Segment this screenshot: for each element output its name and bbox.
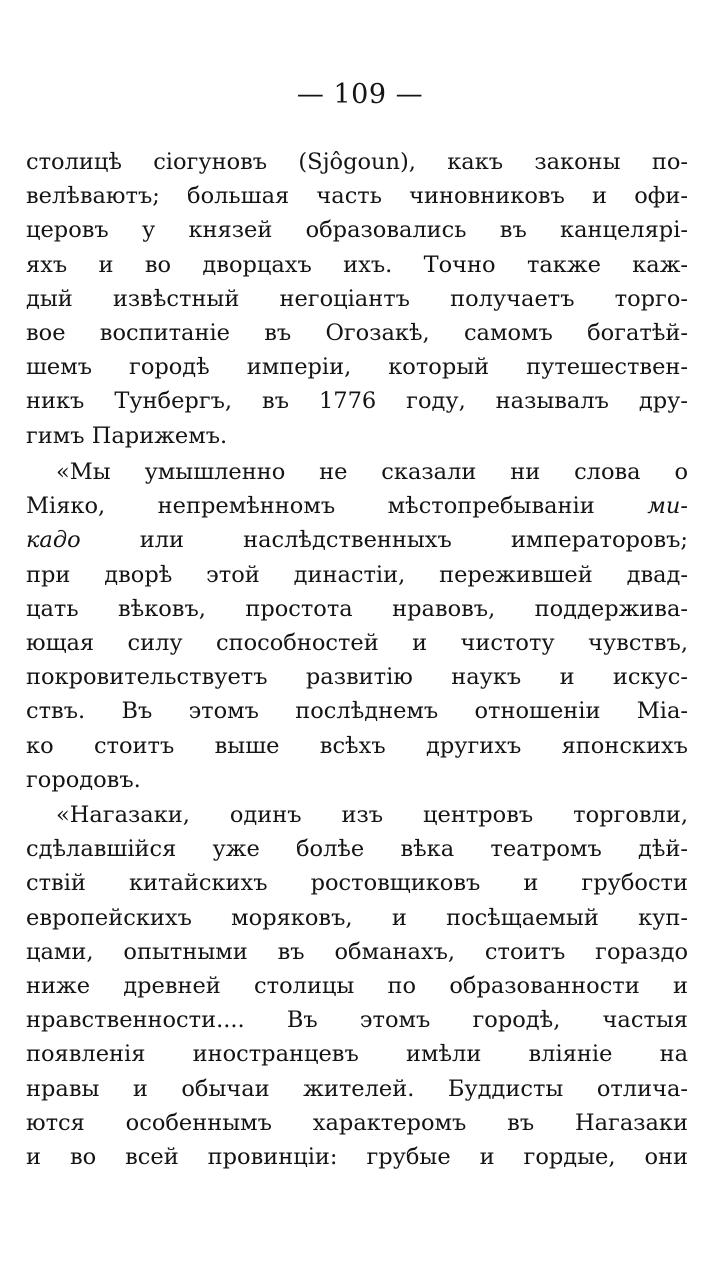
- paragraph-1: [26, 145, 688, 453]
- line-text: или наслѣдственныхъ императоровъ;: [139, 527, 688, 554]
- italic-word: кадо: [26, 527, 81, 554]
- page-number: — 109 —: [296, 79, 424, 110]
- paragraph-line: дый извѣстный негоціантъ получаетъ торго-: [26, 285, 688, 312]
- paragraph-line: цать вѣковъ, простота нравовъ, поддержива-: [26, 595, 688, 622]
- paragraph-line: «Нагазаки, одинъ изъ центровъ торговли,: [56, 802, 688, 828]
- line-text: Міяко, непремѣнномъ мѣстопребываніи: [26, 493, 595, 520]
- paragraph-line: европейскихъ моряковъ, и посѣщаемый куп-: [26, 904, 688, 931]
- paragraph-2: [26, 455, 688, 797]
- paragraph-3: [26, 798, 688, 1174]
- paragraph-line: [26, 523, 688, 557]
- paragraph-line: ко стоитъ выше всѣхъ другихъ японскихъ: [26, 732, 688, 759]
- paragraph-line: покровительствуетъ развитію наукъ и искус-: [26, 664, 688, 691]
- paragraph-line: ются особеннымъ характеромъ въ Нагазаки: [26, 1109, 688, 1136]
- paragraph-line: при дворѣ этой династіи, пережившей двад-: [26, 561, 688, 588]
- paragraph-line: и во всей провинціи: грубые и гордые, они: [26, 1143, 688, 1170]
- paragraph-line: «Мы умышленно не сказали ни слова о: [56, 459, 688, 485]
- paragraph-line: городовъ.: [26, 766, 141, 793]
- paragraph-line: никъ Тунбергъ, въ 1776 году, называлъ дру-: [26, 388, 688, 415]
- paragraph-line: гимъ Парижемъ.: [26, 422, 228, 449]
- paragraph-line: сдѣлавшійся уже болѣе вѣка театромъ дѣй-: [26, 836, 688, 863]
- paragraph-line: цами, опытными въ обманахъ, стоитъ гораздо: [26, 938, 688, 965]
- paragraph-line: [26, 489, 688, 523]
- paragraph-line: ющая силу способностей и чистоту чувствъ,: [26, 629, 688, 656]
- paragraph-line: велѣваютъ; большая часть чиновниковъ и офи-: [26, 183, 688, 210]
- paragraph-line: нравы и обычаи жителей. Буддисты отлича-: [26, 1075, 688, 1102]
- italic-word: ми-: [647, 493, 688, 520]
- paragraph-line: столицѣ сіогуновъ (Sjôgoun), какъ законы по-: [26, 149, 688, 175]
- paragraph-line: ствъ. Въ этомъ послѣднемъ отношеніи Міа-: [26, 698, 688, 725]
- paragraph-line: церовъ у князей образовались въ канцелярі-: [26, 217, 688, 244]
- paragraph-line: ниже древней столицы по образованности и: [26, 972, 688, 999]
- paragraph-line: появленія иностранцевъ имѣли вліяніе на: [26, 1041, 688, 1068]
- paragraph-line: вое воспитаніе въ Огозакѣ, самомъ богатѣй-: [26, 319, 688, 346]
- paragraph-line: нравственности.... Въ этомъ городѣ, частыя: [26, 1007, 688, 1034]
- paragraph-line: ствій китайскихъ ростовщиковъ и грубости: [26, 870, 688, 897]
- paragraph-line: яхъ и во дворцахъ ихъ. Точно также каж-: [26, 251, 688, 278]
- paragraph-line: шемъ городѣ имперіи, который путешествен-: [26, 354, 688, 381]
